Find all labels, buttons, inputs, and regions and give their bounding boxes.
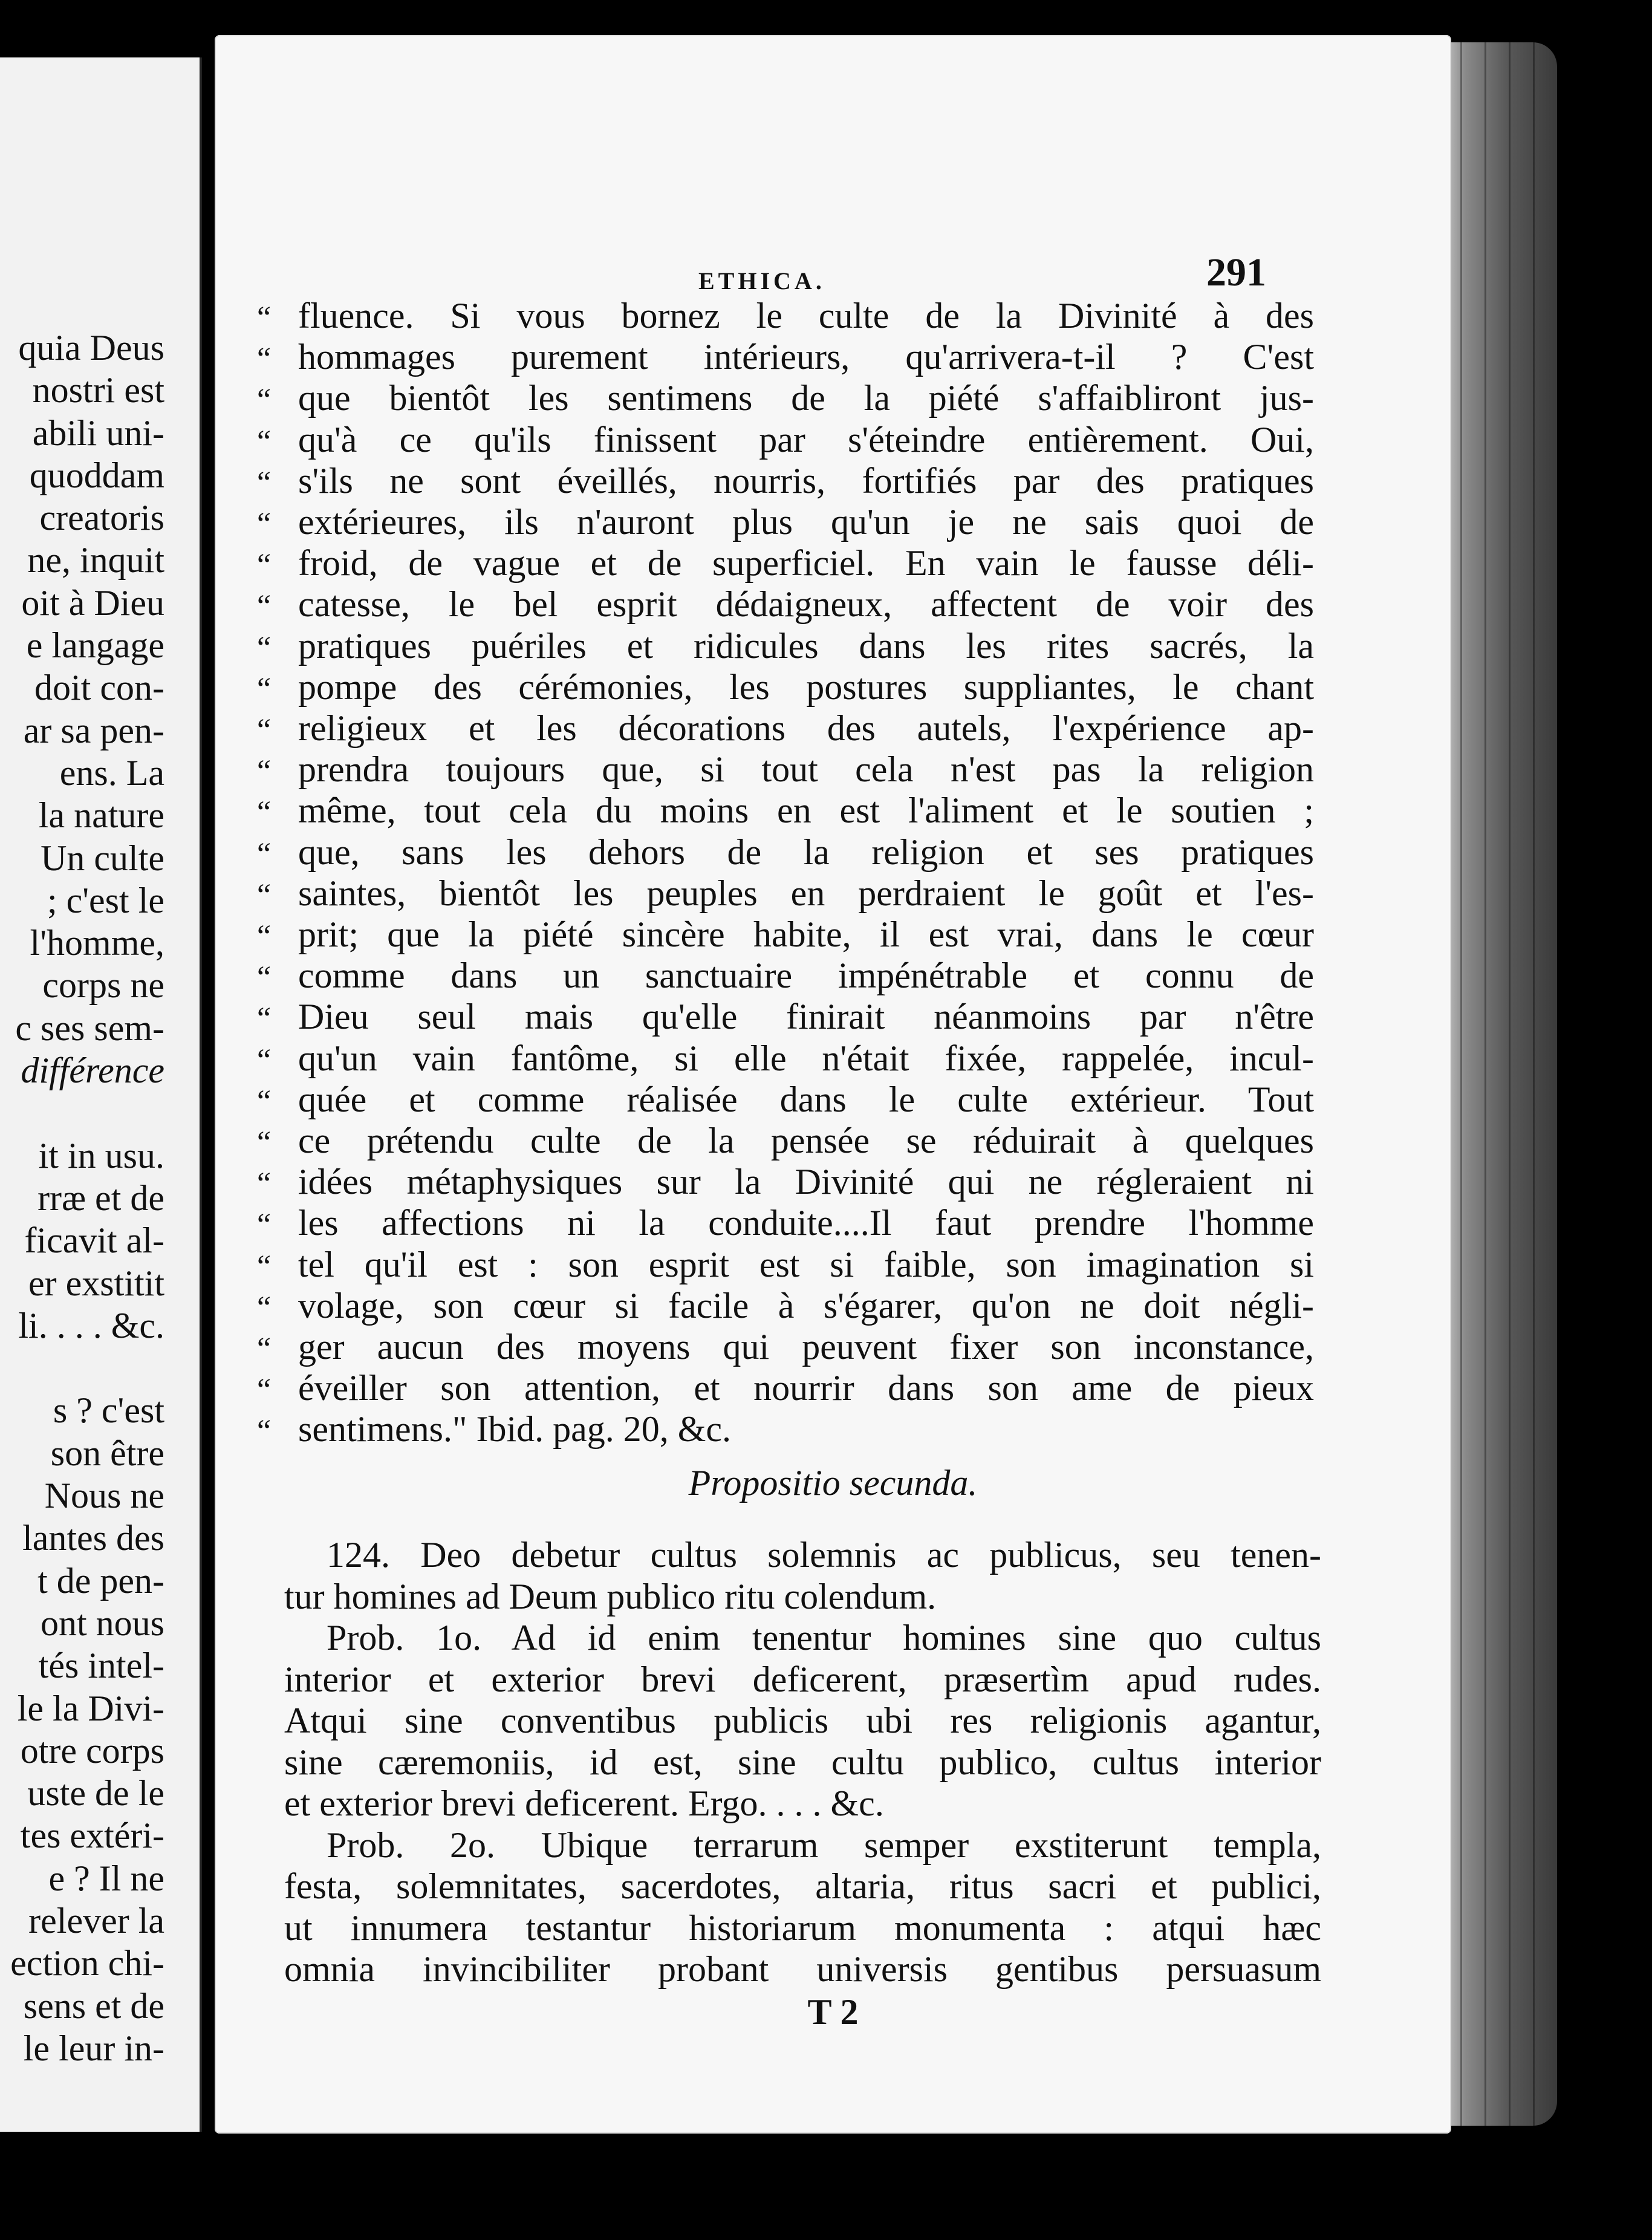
quote-mark: “ [257,1043,272,1078]
left-facing-page [0,57,202,2132]
quote-mark: “ [257,877,272,913]
quoted-line-text: catesse, le bel esprit dédaigneux, affectent de voir des [298,584,1314,625]
left-page-line: Un culte [41,838,164,878]
quote-mark: “ [257,507,272,541]
left-page-line: relever la [28,1900,164,1941]
left-page-line [0,1092,164,1134]
quote-mark: “ [257,1208,272,1243]
quoted-line-text: les affections ni la conduite....Il faut prendre l'homme [298,1203,1314,1243]
left-page-line: son être [50,1433,164,1473]
paragraph-line: sine cæremoniis, id est, sine cultu publico, cultus interior [284,1742,1321,1782]
quoted-line-text: saintes, bientôt les peuples en perdraient le goût et l'es- [298,873,1314,913]
left-page-line: doit con- [34,668,164,708]
quoted-line-text: prit; que la piété sincère habite, il est vrai, dans le cœur [298,914,1314,954]
quoted-line-text: que, sans les dehors de la religion et ses pratiques [298,832,1314,872]
paragraph-line: ut innumera testantur historiarum monumenta : atqui hæc [284,1907,1321,1948]
quote-mark: “ [257,1001,272,1037]
left-page-line: e langage [26,625,164,666]
left-page-line: er exstitit [28,1263,164,1303]
quote-mark: “ [257,671,272,706]
paragraph-line: Prob. 2o. Ubique terrarum semper exstiterunt templa, [327,1825,1321,1865]
left-page-line: quia Deus [18,328,164,368]
quoted-line-text: tel qu'il est : son esprit est si faible, son imagination si [298,1244,1314,1284]
left-page-line: creatoris [39,498,164,538]
quoted-line [257,377,1321,418]
left-page-line: rræ et de [37,1177,164,1218]
quoted-line-text: même, tout cela du moins en est l'aliment et le soutien ; [298,790,1314,831]
section-title: Propositio secunda. [688,1463,978,1503]
quoted-line-text: froid, de vague et de superficiel. En vain le fausse déli- [298,543,1314,584]
left-page-line: abili uni- [32,412,164,453]
left-page-line: corps ne [42,965,164,1006]
paragraph-line: et exterior brevi deficerent. Ergo. . . . &c. [284,1783,884,1823]
quoted-line [257,996,1321,1037]
quoted-line [257,873,1321,914]
quote-mark: “ [257,1249,272,1284]
left-page-line [0,1347,164,1389]
quoted-line [257,1326,1321,1367]
quote-mark: “ [257,383,272,418]
left-page-line: uste de le [27,1773,164,1814]
quote-mark: “ [257,754,272,789]
quoted-line-text: volage, son cœur si facile à s'égarer, qu'on ne doit négli- [298,1285,1314,1326]
quoted-line-text: hommages purement intérieurs, qu'arrivera-t-il ? C'est [298,337,1314,377]
quoted-line [257,749,1321,790]
quoted-line-text: qu'un vain fantôme, si elle n'était fixée, rappelée, incul- [298,1038,1314,1078]
quoted-line-text: ce prétendu culte de la pensée se réduirait à quelques [298,1121,1314,1161]
quote-mark: “ [257,960,272,995]
paragraph-line: interior et exterior brevi deficerent, præsertìm apud rudes. [284,1659,1321,1699]
quote-mark: “ [257,301,272,335]
left-page-line: tés intel- [38,1646,164,1686]
left-page-line: s ? c'est [53,1390,164,1431]
left-page-line: li. . . . &c. [18,1305,164,1346]
left-page-line: ar sa pen- [23,710,164,750]
quote-mark: “ [257,713,272,747]
quote-mark: “ [257,1167,272,1202]
quoted-line [257,790,1321,831]
quoted-line-text: quée et comme réalisée dans le culte extérieur. Tout [298,1079,1314,1119]
left-page-line: t de pen- [37,1560,164,1601]
paragraph-line: tur homines ad Deum publico ritu colendum. [284,1576,937,1617]
left-page-line: le la Divi- [17,1688,164,1728]
quoted-line-text: s'ils ne sont éveillés, nourris, fortifiés par des pratiques [298,460,1314,501]
quoted-line-text: qu'à ce qu'ils finissent par s'éteindre entièrement. Oui, [298,419,1314,460]
left-page-line: oit à Dieu [21,582,164,623]
quote-mark: “ [257,1290,272,1325]
quoted-line-text: sentimens." Ibid. pag. 20, &c. [298,1409,732,1450]
quoted-line [257,1038,1321,1079]
quote-mark: “ [257,1125,272,1160]
quoted-line [257,914,1321,955]
quoted-line [257,955,1321,996]
quoted-line [257,1408,1321,1450]
quoted-line [257,832,1321,873]
quoted-line-text: fluence. Si vous bornez le culte de la Divinité à des [298,296,1314,336]
paragraph-line: Atqui sine conventibus publicis ubi res religionis agantur, [284,1701,1321,1740]
left-page-line: ; c'est le [47,880,164,920]
quote-mark: “ [257,630,272,665]
quoted-line [257,1244,1321,1285]
paragraph-line: omnia invincibiliter probant universis gentibus persuasum [284,1949,1321,1989]
left-page-line: quoddam [29,455,164,495]
left-page-line: nostri est [32,370,164,411]
quoted-line-text: Dieu seul mais qu'elle finirait néanmoins par n'être [298,997,1314,1037]
paragraph-line: Prob. 1o. Ad id enim tenentur homines sine quo cultus [327,1618,1321,1658]
left-page-line: l'homme, [30,923,164,963]
quoted-line [257,295,1321,336]
quote-mark: “ [257,836,272,871]
quoted-line [257,501,1321,542]
quote-mark: “ [257,1332,272,1366]
quoted-line [257,1367,1321,1408]
left-page-line: tes extéri- [20,1815,164,1856]
quoted-line [257,419,1321,460]
left-page-line: ne, inquit [27,540,164,581]
running-head: ETHICA. [698,267,825,295]
left-page-line: e ? Il ne [48,1858,164,1898]
quoted-line [257,708,1321,749]
quote-mark: “ [257,342,272,377]
left-page-line: it in usu. [38,1135,164,1176]
quoted-line [257,666,1321,708]
quoted-line-text: éveiller son attention, et nourrir dans son ame de pieux [298,1368,1314,1408]
quote-mark: “ [257,548,272,583]
signature-mark: T 2 [807,1992,859,2032]
quoted-line [257,1161,1321,1202]
quoted-line-text: pompe des cérémonies, les postures suppliantes, le chant [298,666,1314,707]
quote-mark: “ [257,589,272,624]
left-page-line: la nature [38,795,164,836]
quoted-line [257,542,1321,584]
paragraph-line: 124. Deo debetur cultus solemnis ac publicus, seu tenen- [327,1535,1321,1575]
page-edge-binding [1442,42,1557,2126]
left-page-line: otre corps [20,1730,164,1771]
quoted-line-text: extérieures, ils n'auront plus qu'un je ne sais quoi de [298,502,1314,542]
quote-mark: “ [257,1373,272,1408]
left-page-line: lantes des [22,1518,164,1558]
quote-mark: “ [257,1084,272,1119]
quoted-line-text: idées métaphysiques sur la Divinité qui ne régleraient ni [298,1162,1314,1202]
left-page-line: ens. La [59,752,164,793]
left-page-line: le leur in- [23,2028,164,2068]
quoted-line [257,1285,1321,1326]
quoted-line [257,625,1321,666]
quoted-line [257,336,1321,377]
left-page-line: ficavit al- [24,1220,164,1261]
left-page-line: ection chi- [10,1943,164,1984]
quote-mark: “ [257,919,272,954]
quoted-line-text: comme dans un sanctuaire impénétrable et connu de [298,956,1314,996]
quote-mark: “ [257,424,272,459]
quoted-line-text: pratiques puériles et ridicules dans les rites sacrés, la [298,625,1314,666]
quoted-line-text: ger aucun des moyens qui peuvent fixer son inconstance, [298,1327,1314,1367]
paragraph-line: festa, solemnitates, sacerdotes, altaria, ritus sacri et publici, [284,1866,1321,1906]
left-page-text [0,327,164,2069]
quoted-line-text: prendra toujours que, si tout cela n'est pas la religion [298,749,1314,790]
quote-mark: “ [257,1414,272,1449]
left-page-line: différence [21,1050,164,1091]
quoted-line-text: religieux et les décorations des autels, l'expérience ap- [298,708,1314,748]
page-number: 291 [1206,250,1266,295]
quoted-line [257,460,1321,501]
quoted-line-text: que bientôt les sentimens de la piété s'affaibliront jus- [298,378,1314,418]
quoted-line [257,584,1321,625]
quoted-line [257,1079,1321,1120]
left-page-line: Nous ne [44,1476,164,1516]
quote-mark: “ [257,465,272,500]
quoted-line [257,1120,1321,1161]
quote-mark: “ [257,795,272,830]
left-page-line: sens et de [23,1985,164,2026]
quoted-line [257,1202,1321,1243]
left-page-line: ont nous [40,1603,164,1643]
right-book-page [215,35,1451,2134]
left-page-line: c ses sem- [15,1008,164,1048]
